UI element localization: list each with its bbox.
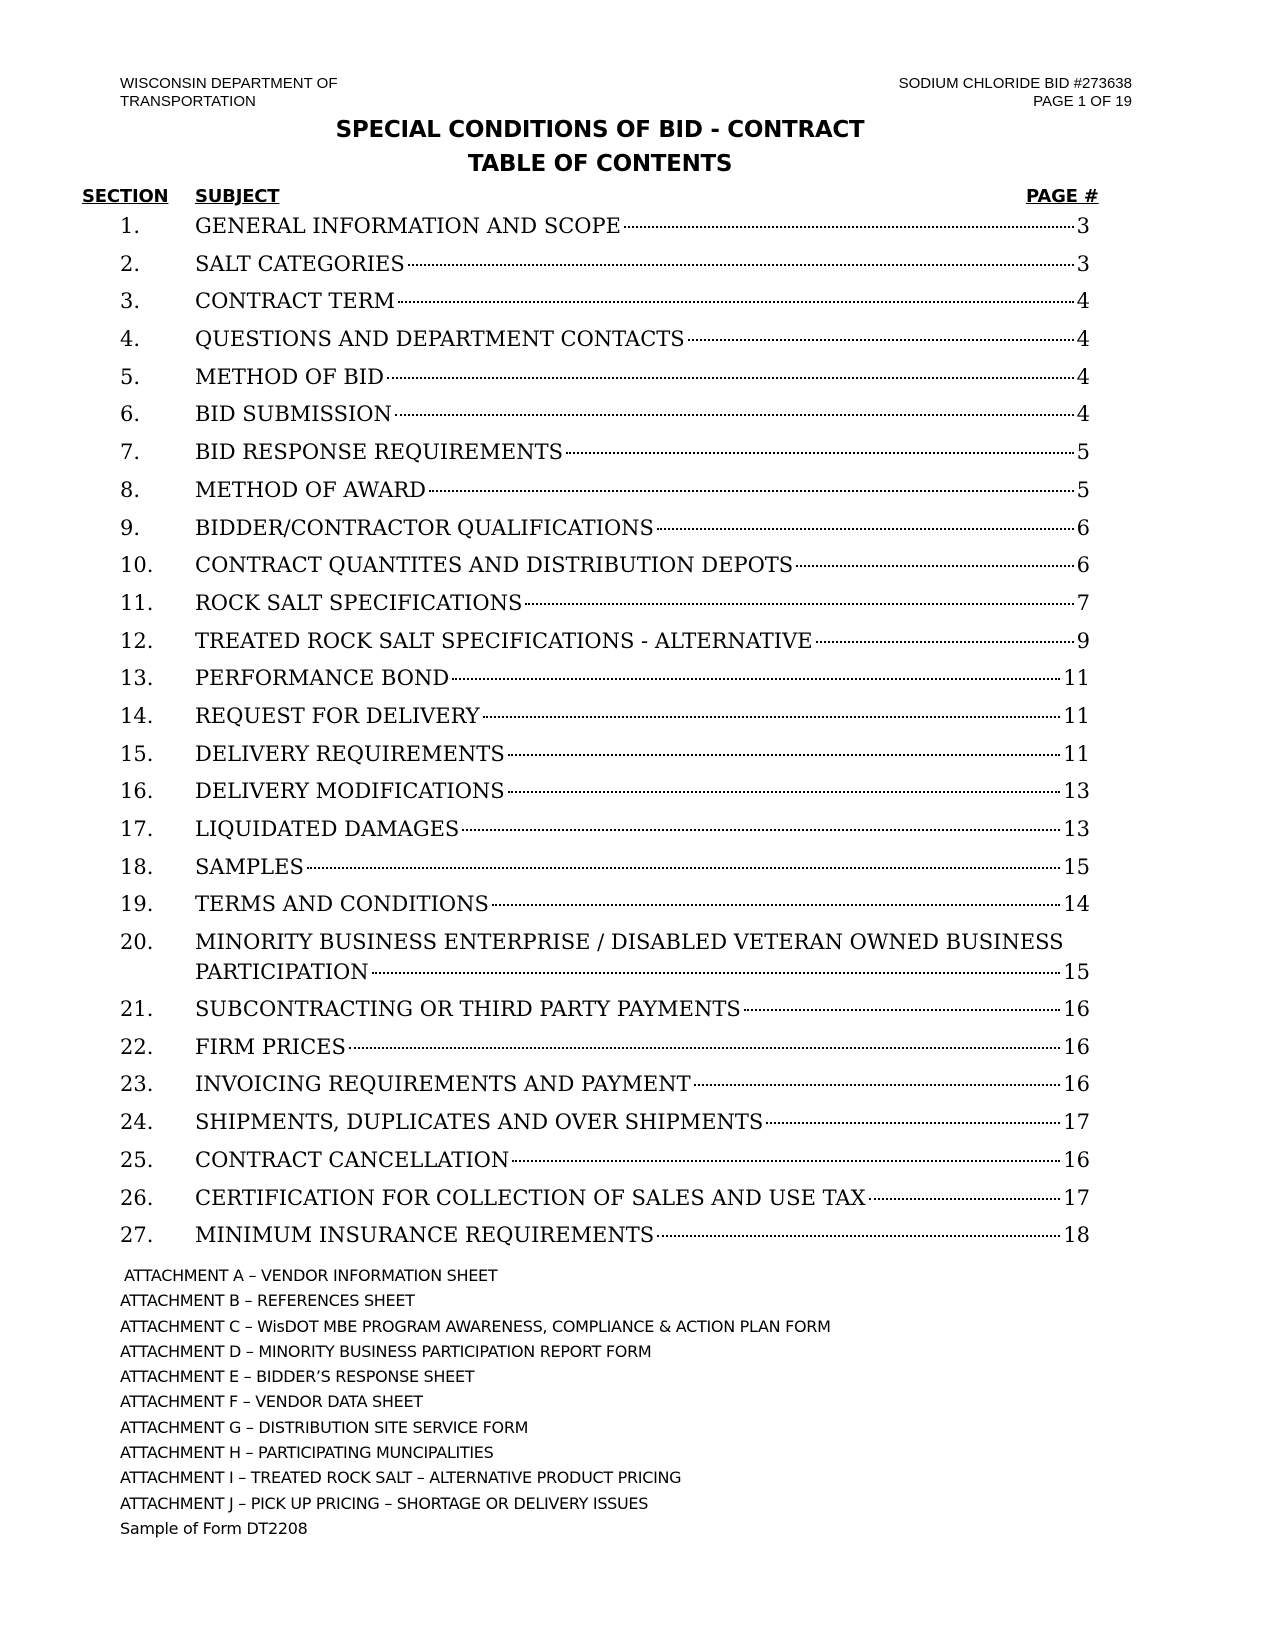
toc-entry	[195, 855, 1090, 879]
toc-page-number: 14	[1063, 892, 1090, 917]
toc-dot-leader	[387, 377, 1074, 379]
toc-dot-leader	[624, 226, 1074, 228]
toc-title: TABLE OF CONTENTS	[467, 151, 733, 177]
toc-section-number: 6.	[120, 402, 141, 427]
toc-section-number: 14.	[120, 703, 154, 728]
toc-dot-leader	[512, 1160, 1060, 1162]
header-bid-info	[899, 75, 1132, 111]
toc-dot-leader	[307, 867, 1060, 869]
toc-row	[0, 890, 1275, 928]
toc-section-number: 7.	[120, 440, 141, 465]
toc-section-number: 11.	[120, 590, 154, 615]
toc-subject: SAMPLES	[195, 854, 304, 879]
toc-entry	[195, 704, 1090, 728]
toc-page-number: 15	[1063, 960, 1090, 985]
toc-subject: PARTICIPATION	[195, 960, 369, 985]
toc-subject: INVOICING REQUIREMENTS AND PAYMENT	[195, 1072, 691, 1097]
toc-page-number: 13	[1063, 779, 1090, 804]
toc-subject: SHIPMENTS, DUPLICATES AND OVER SHIPMENTS	[195, 1110, 764, 1135]
toc-dot-leader	[452, 678, 1060, 680]
toc-entry	[195, 629, 1090, 653]
toc-page-number: 6	[1076, 515, 1090, 540]
toc-page-number: 4	[1076, 327, 1090, 352]
toc-entry	[195, 997, 1090, 1021]
toc-subject: TREATED ROCK SALT SPECIFICATIONS - ALTERNATIVE	[195, 628, 813, 653]
toc-dot-leader	[372, 972, 1061, 974]
toc-row	[0, 287, 1275, 325]
toc-subject: DELIVERY MODIFICATIONS	[195, 779, 505, 804]
toc-subject-line1: MINORITY BUSINESS ENTERPRISE / DISABLED VETERAN OWNED BUSINESS	[195, 930, 1064, 955]
toc-dot-leader	[657, 1235, 1060, 1237]
toc-row	[0, 1146, 1275, 1184]
toc-row	[0, 1033, 1275, 1071]
attachment-item: ATTACHMENT H – PARTICIPATING MUNCIPALITIES	[120, 1443, 494, 1463]
toc-row	[0, 627, 1275, 665]
toc-dot-leader	[796, 565, 1073, 567]
toc-entry	[195, 289, 1090, 313]
attachment-item: ATTACHMENT I – TREATED ROCK SALT – ALTERNATIVE PRODUCT PRICING	[120, 1468, 682, 1488]
toc-dot-leader	[483, 716, 1061, 718]
toc-section-number: 15.	[120, 741, 154, 766]
toc-page-number: 4	[1076, 364, 1090, 389]
header-page-number: PAGE 1 OF 19	[1033, 93, 1132, 110]
toc-page-number: 5	[1076, 477, 1090, 502]
toc-section-number: 18.	[120, 854, 154, 879]
toc-row	[0, 551, 1275, 589]
toc-dot-leader	[462, 829, 1060, 831]
toc-subject: CERTIFICATION FOR COLLECTION OF SALES AND USE TAX	[195, 1185, 866, 1210]
toc-entry	[195, 478, 1090, 502]
toc-entry	[195, 960, 1090, 984]
toc-page-number: 6	[1076, 553, 1090, 578]
attachment-item: ATTACHMENT D – MINORITY BUSINESS PARTICIPATION REPORT FORM	[120, 1341, 652, 1361]
toc-section-number: 19.	[120, 892, 154, 917]
toc-page-number: 17	[1063, 1185, 1090, 1210]
header-bid-number: SODIUM CHLORIDE BID #273638	[898, 75, 1132, 92]
toc-row	[0, 995, 1275, 1033]
toc-section-number: 13.	[120, 666, 154, 691]
toc-subject: CONTRACT CANCELLATION	[195, 1147, 510, 1172]
toc-subject: BID RESPONSE REQUIREMENTS	[195, 440, 563, 465]
toc-section-number: 8.	[120, 477, 141, 502]
toc-dot-leader	[816, 641, 1074, 643]
toc-dot-leader	[566, 452, 1074, 454]
toc-subject: DELIVERY REQUIREMENTS	[195, 741, 505, 766]
toc-dot-leader	[525, 603, 1073, 605]
toc-row	[0, 740, 1275, 778]
toc-entry	[195, 779, 1090, 803]
toc-dot-leader	[869, 1198, 1061, 1200]
toc-entry	[195, 365, 1090, 389]
toc-page-number: 15	[1063, 854, 1090, 879]
toc-dot-leader	[694, 1084, 1061, 1086]
toc-section-number: 23.	[120, 1072, 154, 1097]
toc-section-number: 20.	[120, 930, 154, 955]
toc-dot-leader	[492, 904, 1060, 906]
attachment-item: ATTACHMENT E – BIDDER’S RESPONSE SHEET	[120, 1367, 475, 1387]
toc-row	[0, 514, 1275, 552]
toc-dot-leader	[398, 301, 1074, 303]
toc-row	[0, 777, 1275, 815]
toc-section-number: 27.	[120, 1223, 154, 1248]
toc-subject: TERMS AND CONDITIONS	[195, 892, 489, 917]
toc-subject: LIQUIDATED DAMAGES	[195, 817, 460, 841]
toc-dot-leader	[766, 1122, 1060, 1124]
toc-entry	[195, 1110, 1090, 1134]
toc-subject: CONTRACT QUANTITES AND DISTRIBUTION DEPOTS	[195, 553, 794, 578]
toc-entry	[195, 817, 1090, 841]
toc-row	[0, 476, 1275, 514]
toc-entry	[195, 327, 1090, 351]
toc-row	[0, 1221, 1275, 1259]
toc-entry	[195, 591, 1090, 615]
toc-subject: MINIMUM INSURANCE REQUIREMENTS	[195, 1223, 655, 1248]
attachments-list	[120, 1263, 831, 1541]
toc-page-number: 3	[1076, 251, 1090, 276]
toc-row	[0, 1108, 1275, 1146]
toc-row	[0, 664, 1275, 702]
toc-section-number: 25.	[120, 1147, 154, 1172]
toc-entry	[195, 252, 1090, 276]
toc-section-number: 17.	[120, 817, 154, 841]
toc-dot-leader	[508, 791, 1061, 793]
toc-row	[0, 1184, 1275, 1222]
toc-entry	[195, 516, 1090, 540]
toc-dot-leader	[349, 1047, 1060, 1049]
table-of-contents	[0, 212, 1275, 1259]
toc-page-number: 13	[1063, 817, 1090, 841]
toc-entry	[195, 1186, 1090, 1210]
toc-section-number: 26.	[120, 1185, 154, 1210]
toc-page-number: 9	[1076, 628, 1090, 653]
toc-section-number: 3.	[120, 289, 141, 314]
attachment-item: ATTACHMENT J – PICK UP PRICING – SHORTAGE OR DELIVERY ISSUES	[120, 1493, 649, 1513]
toc-row	[0, 400, 1275, 438]
toc-row	[0, 438, 1275, 476]
toc-section-number: 4.	[120, 327, 141, 352]
toc-subject: REQUEST FOR DELIVERY	[195, 703, 480, 728]
toc-row	[0, 815, 1275, 853]
toc-entry	[195, 666, 1090, 690]
toc-subject: ROCK SALT SPECIFICATIONS	[195, 590, 523, 615]
toc-row	[0, 212, 1275, 250]
toc-page-number: 16	[1063, 1034, 1090, 1059]
column-header-section: SECTION	[82, 186, 169, 207]
toc-page-number: 16	[1063, 1072, 1090, 1097]
toc-section-number: 12.	[120, 628, 154, 653]
toc-dot-leader	[657, 528, 1074, 530]
toc-page-number: 4	[1076, 289, 1090, 314]
document-title: SPECIAL CONDITIONS OF BID - CONTRACT	[335, 117, 865, 143]
toc-dot-leader	[508, 754, 1061, 756]
toc-row	[0, 928, 1275, 995]
attachment-item: ATTACHMENT B – REFERENCES SHEET	[120, 1291, 415, 1311]
toc-page-number: 17	[1063, 1110, 1090, 1135]
toc-entry	[195, 1072, 1090, 1096]
toc-subject: BID SUBMISSION	[195, 402, 392, 427]
toc-page-number: 16	[1063, 997, 1090, 1022]
toc-entry	[195, 1223, 1090, 1247]
toc-entry	[195, 402, 1090, 426]
toc-row	[0, 1070, 1275, 1108]
attachment-item: Sample of Form DT2208	[120, 1518, 308, 1538]
toc-entry	[195, 214, 1090, 238]
toc-page-number: 11	[1063, 703, 1090, 728]
toc-section-number: 1.	[120, 214, 141, 238]
toc-page-number: 18	[1063, 1223, 1090, 1248]
toc-row	[0, 250, 1275, 288]
toc-dot-leader	[395, 414, 1074, 416]
header-agency-line2: TRANSPORTATION	[120, 93, 256, 110]
toc-page-number: 4	[1076, 402, 1090, 427]
toc-page-number: 7	[1076, 590, 1090, 615]
toc-row	[0, 853, 1275, 891]
toc-row	[0, 702, 1275, 740]
column-header-subject: SUBJECT	[195, 186, 280, 207]
toc-entry	[195, 1148, 1090, 1172]
toc-entry	[195, 553, 1090, 577]
toc-subject: PERFORMANCE BOND	[195, 666, 450, 691]
toc-page-number: 11	[1063, 741, 1090, 766]
toc-subject: METHOD OF BID	[195, 364, 384, 389]
toc-section-number: 22.	[120, 1034, 154, 1059]
toc-entry	[195, 440, 1090, 464]
toc-section-number: 10.	[120, 553, 154, 578]
toc-dot-leader	[429, 490, 1074, 492]
toc-page-number: 3	[1076, 214, 1090, 238]
toc-section-number: 2.	[120, 251, 141, 276]
attachment-item: ATTACHMENT C – WisDOT MBE PROGRAM AWARENESS, COMPLIANCE & ACTION PLAN FORM	[120, 1316, 831, 1336]
toc-section-number: 16.	[120, 779, 154, 804]
toc-section-number: 5.	[120, 364, 141, 389]
toc-entry	[195, 1035, 1090, 1059]
attachment-item: ATTACHMENT A – VENDOR INFORMATION SHEET	[124, 1266, 498, 1285]
toc-subject: QUESTIONS AND DEPARTMENT CONTACTS	[195, 327, 685, 352]
toc-dot-leader	[408, 264, 1074, 266]
toc-row	[0, 363, 1275, 401]
toc-page-number: 5	[1076, 440, 1090, 465]
toc-dot-leader	[688, 339, 1074, 341]
toc-page-number: 16	[1063, 1147, 1090, 1172]
toc-row	[0, 589, 1275, 627]
toc-subject: SALT CATEGORIES	[195, 251, 405, 276]
toc-entry	[195, 892, 1090, 916]
toc-dot-leader	[744, 1009, 1061, 1011]
header-agency-line1: WISCONSIN DEPARTMENT OF	[120, 75, 338, 92]
toc-section-number: 21.	[120, 997, 154, 1022]
toc-subject: GENERAL INFORMATION AND SCOPE	[195, 214, 621, 238]
toc-section-number: 24.	[120, 1110, 154, 1135]
toc-subject: FIRM PRICES	[195, 1034, 346, 1059]
toc-entry	[195, 742, 1090, 766]
attachment-item: ATTACHMENT F – VENDOR DATA SHEET	[120, 1392, 423, 1412]
toc-subject: METHOD OF AWARD	[195, 477, 427, 502]
toc-subject: SUBCONTRACTING OR THIRD PARTY PAYMENTS	[195, 997, 741, 1022]
toc-row	[0, 325, 1275, 363]
column-header-page: PAGE #	[1026, 186, 1099, 207]
toc-page-number: 11	[1063, 666, 1090, 691]
toc-subject: BIDDER/CONTRACTOR QUALIFICATIONS	[195, 515, 654, 540]
header-agency	[120, 75, 338, 111]
toc-subject: CONTRACT TERM	[195, 289, 396, 314]
attachment-item: ATTACHMENT G – DISTRIBUTION SITE SERVICE FORM	[120, 1417, 529, 1437]
toc-section-number: 9.	[120, 515, 141, 540]
